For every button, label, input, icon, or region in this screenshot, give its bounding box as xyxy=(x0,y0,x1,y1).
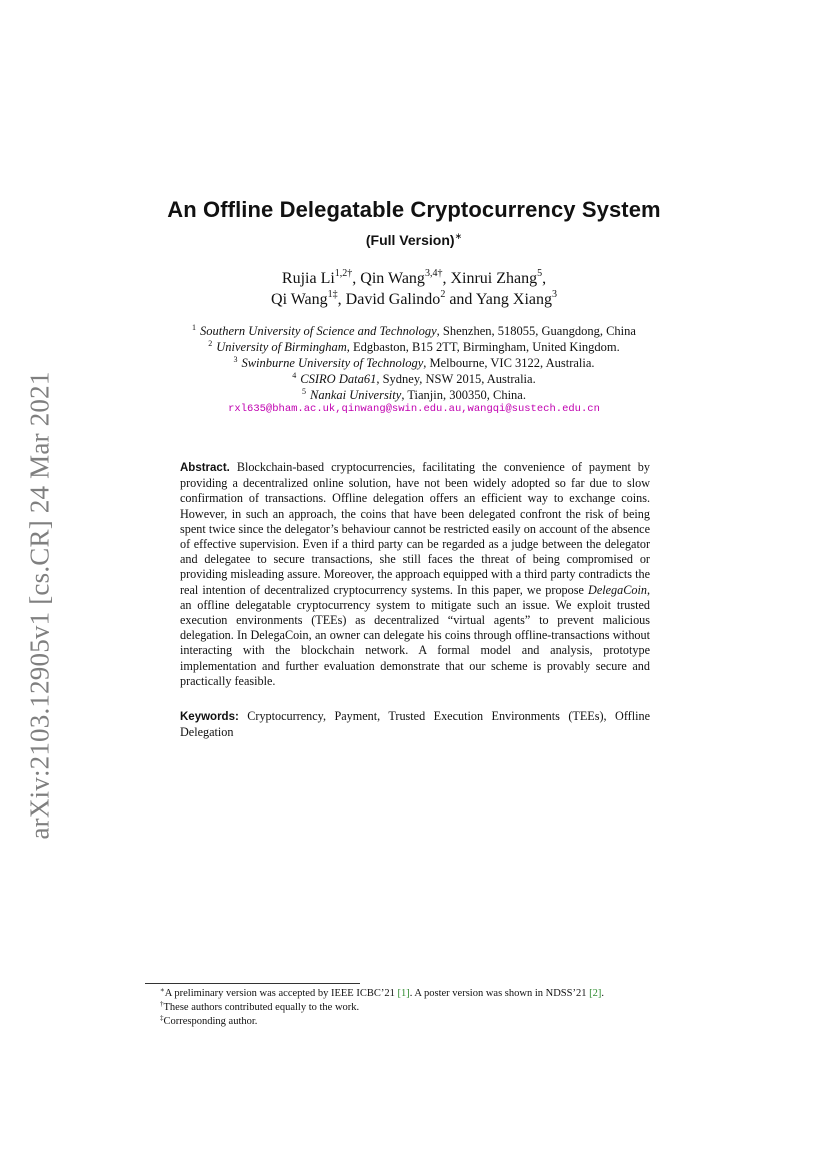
affiliation-number: 1 xyxy=(192,323,197,332)
affiliation-institution: Swinburne University of Technology xyxy=(241,356,424,370)
abstract-text-part-2: , an offline delegatable cryptocurrency system to mitigate such an issue. We exploit trusted execution environments (TEEs) as decentralized “virtual agents” to prevent malicious delegation. In DelegaCoin, an owner can delegate his coins through offline-transactions without interacting with the blockchain network. A formal model and analysis, prototype implementation and further evaluation demonstrate that our scheme is provably secure and practically feasible. xyxy=(180,582,650,688)
affiliation-address: , Tianjin, 300350, China. xyxy=(401,388,526,402)
affiliation-item xyxy=(0,355,828,371)
arxiv-identifier-stamp xyxy=(20,365,60,845)
footnote-text: . xyxy=(601,988,604,999)
affiliation-institution: CSIRO Data61 xyxy=(300,372,377,386)
author-separator: and xyxy=(445,291,476,308)
footnote-equal-contribution xyxy=(160,1001,720,1015)
author-affiliation-mark: 1,2† xyxy=(334,268,353,279)
author-list xyxy=(0,268,828,310)
footnote-text: These authors contributed equally to the work. xyxy=(163,1002,360,1013)
affiliation-institution: University of Birmingham xyxy=(216,340,347,354)
keywords-paragraph xyxy=(180,709,650,740)
author-name: Yang Xiang xyxy=(475,291,552,308)
footnotes xyxy=(160,987,720,1029)
affiliation-number: 4 xyxy=(292,371,297,380)
author-separator: , xyxy=(337,291,346,308)
citation-link[interactable]: [2] xyxy=(589,988,602,999)
abstract-label: Abstract. xyxy=(180,462,230,474)
affiliation-item xyxy=(0,339,828,355)
citation-link[interactable]: [1] xyxy=(397,988,410,999)
subtitle-text: (Full Version) xyxy=(365,232,455,248)
arxiv-identifier-text: arXiv:2103.12905v1 [cs.CR] 24 Mar 2021 xyxy=(24,370,55,840)
author-emails[interactable]: rxl635@bham.ac.uk,qinwang@swin.edu.au,wangqi@sustech.edu.cn xyxy=(228,403,600,415)
author-affiliation-mark: 3 xyxy=(551,289,557,300)
paper-subtitle xyxy=(0,231,828,248)
affiliation-institution: Southern University of Science and Technology xyxy=(200,324,437,338)
footnote-text: Corresponding author. xyxy=(163,1016,258,1027)
footnote-mark: † xyxy=(160,1000,164,1008)
affiliation-number: 3 xyxy=(233,355,238,364)
affiliation-item xyxy=(0,387,828,403)
affiliation-address: , Melbourne, VIC 3122, Australia. xyxy=(423,356,595,370)
author-affiliation-mark: 1‡ xyxy=(327,289,338,300)
affiliation-item xyxy=(0,323,828,339)
footnote-text: A preliminary version was accepted by IEEE ICBC’21 xyxy=(164,988,398,999)
affiliation-institution: Nankai University xyxy=(310,388,402,402)
author-line-2 xyxy=(0,289,828,310)
footnote-text: . A poster version was shown in NDSS’21 xyxy=(409,988,590,999)
author-separator: , xyxy=(352,270,361,287)
abstract-paragraph xyxy=(180,460,650,689)
affiliation-item xyxy=(0,371,828,387)
footnote-version xyxy=(160,987,720,1001)
author-affiliation-mark: 5 xyxy=(537,268,543,279)
affiliation-address: , Shenzhen, 518055, Guangdong, China xyxy=(436,324,636,338)
paper-title: An Offline Delegatable Cryptocurrency System xyxy=(167,197,661,222)
affiliation-list xyxy=(0,323,828,403)
author-name: David Galindo xyxy=(345,291,441,308)
keywords-text: Cryptocurrency, Payment, Trusted Execution Environments (TEEs), Offline Delegation xyxy=(180,709,650,740)
abstract-system-name: DelegaCoin xyxy=(588,582,647,597)
affiliation-address: , Sydney, NSW 2015, Australia. xyxy=(376,372,536,386)
author-name: Rujia Li xyxy=(281,270,335,287)
author-separator: , xyxy=(442,270,451,287)
abstract-text-part-1: Blockchain-based cryptocurrencies, facilitating the convenience of payment by providing a decentralized online solution, have not been widely adopted so far due to slow confirmation of transactions. Offline delegation offers an efficient way to exchange coins. However, in such an approach, the coins that have been delegated confront the risk of being spent twice since the delegator’s behaviour cannot be restricted easily on account of the absence of effective supervision. Even if a third party can be regarded as a judge between the delegator and delegatee to secure transactions, she still faces the threat of being compromised or providing misleading assure. Moreover, the approach equipped with a third party contradicts the real intention of decentralized cryptocurrency systems. In this paper, we propose xyxy=(180,460,650,597)
author-line-1 xyxy=(0,268,828,289)
footnote-corresponding-author xyxy=(160,1015,720,1029)
affiliation-number: 2 xyxy=(208,339,213,348)
footnote-separator-rule xyxy=(145,983,360,984)
author-affiliation-mark: 3,4† xyxy=(424,268,443,279)
footnote-mark: ∗ xyxy=(160,986,165,994)
author-name: Xinrui Zhang xyxy=(450,270,538,287)
author-name: Qi Wang xyxy=(271,291,328,308)
affiliation-number: 5 xyxy=(302,387,306,396)
subtitle-footnote-mark: ∗ xyxy=(454,231,463,241)
author-separator: , xyxy=(542,270,547,287)
author-affiliation-mark: 2 xyxy=(440,289,446,300)
footnote-mark: ‡ xyxy=(160,1014,164,1022)
author-name: Qin Wang xyxy=(360,270,425,287)
keywords-label: Keywords: xyxy=(180,711,239,723)
affiliation-address: , Edgbaston, B15 2TT, Birmingham, United Kingdom. xyxy=(346,340,620,354)
